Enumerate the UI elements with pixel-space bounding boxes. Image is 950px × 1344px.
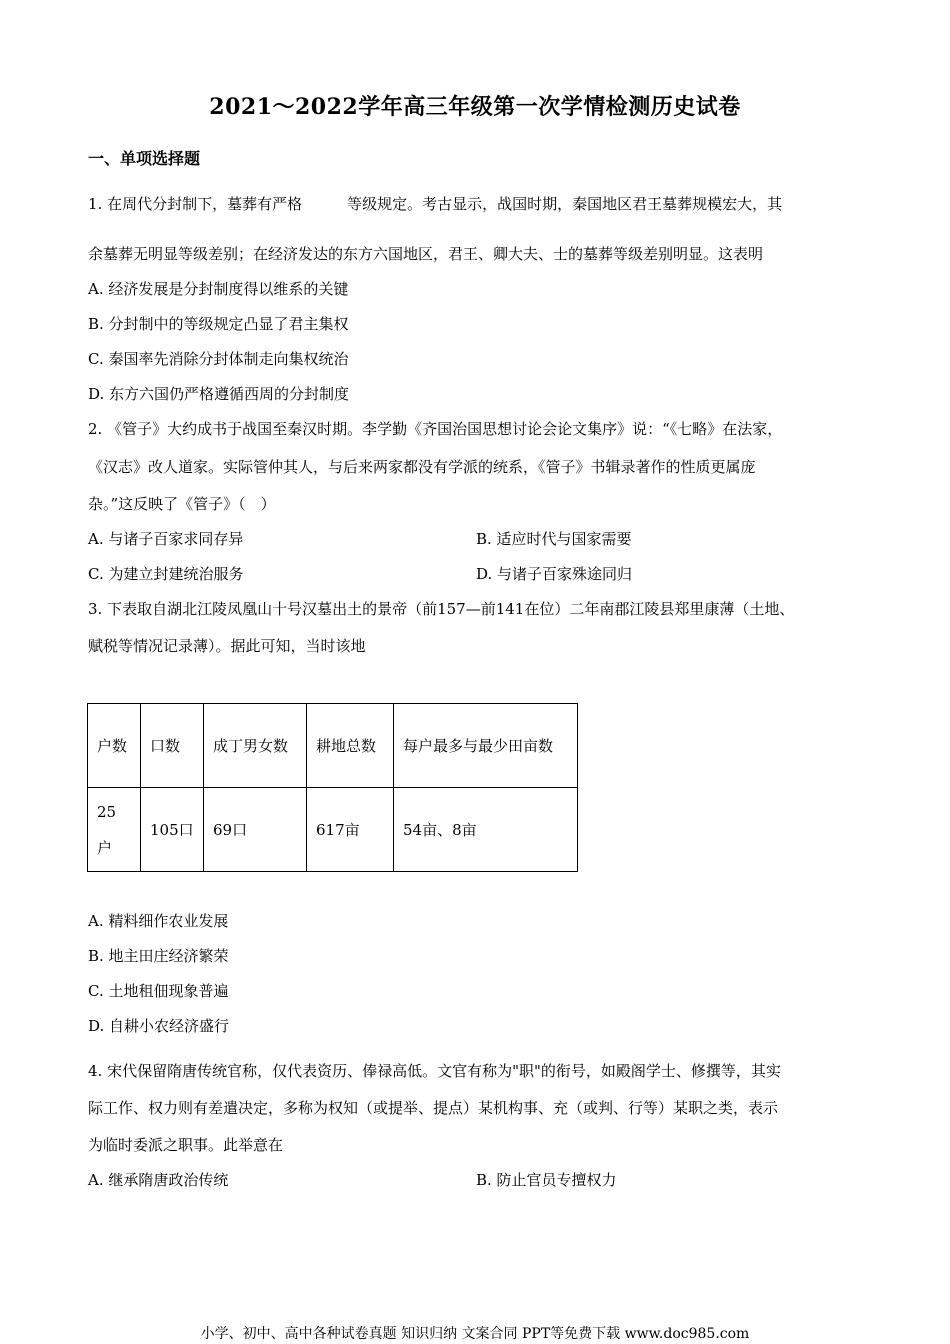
q3-stem-line2: 赋税等情况记录薄）。据此可知，当时该地 [88,637,366,655]
q1-stem-line1: 1. 在周代分封制下，墓葬有严格 等级规定。考古显示，战国时期，秦国地区君王墓葬规模宏大，其 [88,195,783,213]
cell-text: 54亩、8亩 [403,820,477,839]
q2-option-d: D. 与诸子百家殊途同归 [476,565,633,583]
q3-option-d: D. 自耕小农经济盛行 [88,1017,230,1035]
table-header-cell [307,704,394,788]
cell-text: 105口 [150,820,194,839]
table-cell [204,788,307,872]
table-cell [307,788,394,872]
table-cell [88,788,141,872]
table-cell [394,788,578,872]
header-text: 口数 [150,736,181,755]
q3-data-table [87,703,578,872]
header-text: 成丁男女数 [213,736,289,755]
q3-option-b: B. 地主田庄经济繁荣 [88,947,229,965]
q2-stem-line3: 杂。”这反映了《管子》（ ） [88,495,276,513]
table-header-cell [204,704,307,788]
section-heading: 一、单项选择题 [88,149,201,168]
table-header-cell [394,704,578,788]
q4-option-b: B. 防止官员专擅权力 [476,1171,617,1189]
table-header-row [88,704,578,788]
q1-stem-line2: 余墓葬无明显等级差别；在经济发达的东方六国地区，君王、卿大夫、士的墓葬等级差别明显。这表明 [88,245,764,263]
q2-option-b: B. 适应时代与国家需要 [476,530,632,548]
q4-option-a: A. 继承隋唐政治传统 [88,1171,229,1189]
q1-option-a: A. 经济发展是分封制度得以维系的关键 [88,280,349,298]
page-footer: 小学、初中、高中各种试卷真题 知识归纳 文案合同 PPT等免费下载 www.doc985.com [200,1326,750,1342]
q2-stem-line1: 2. 《管子》大约成书于战国至秦汉时期。李学勤《齐国治国思想讨论会论文集序》说：“《七略》在法家， [88,420,783,438]
q3-option-a: A. 精料细作农业发展 [88,912,229,930]
page-title: 2021～2022学年高三年级第一次学情检测历史试卷 [209,94,741,120]
q1-option-d: D. 东方六国仍严格遵循西周的分封制度 [88,385,350,403]
table-row [88,788,578,872]
cell-text: 25户 [97,802,117,857]
table-header-cell [141,704,204,788]
table-cell [141,788,204,872]
q3-stem-line1: 3. 下表取自湖北江陵凤凰山十号汉墓出土的景帝（前157—前141在位）二年南郡江陵县郑里康薄（土地、 [88,600,795,618]
cell-text: 69口 [213,820,248,839]
q2-option-a: A. 与诸子百家求同存异 [88,530,244,548]
q3-option-c: C. 土地租佃现象普遍 [88,982,229,1000]
header-text: 户数 [97,736,128,755]
cell-text: 617亩 [316,820,360,839]
header-text: 耕地总数 [316,736,377,755]
header-text: 每户最多与最少田亩数 [403,736,554,755]
q1-option-b: B. 分封制中的等级规定凸显了君主集权 [88,315,349,333]
q1-option-c: C. 秦国率先消除分封体制走向集权统治 [88,350,349,368]
q4-stem-line3: 为临时委派之职事。此举意在 [88,1136,284,1154]
q4-stem-line2: 际工作、权力则有差遣决定，多称为权知（或提举、提点）某机构事、充（或判、行等）某职之类，表示 [88,1099,779,1117]
table-header-cell [88,704,141,788]
q2-stem-line2: 《汉志》改人道家。实际管仲其人，与后来两家都没有学派的统系，《管子》书辑录著作的性质更属庞 [88,458,756,476]
q4-stem-line1: 4. 宋代保留隋唐传统官称，仅代表资历、俸禄高低。文官有称为"职"的衔号，如殿阁学士、修撰等，其实 [88,1062,781,1080]
q2-option-c: C. 为建立封建统治服务 [88,565,244,583]
